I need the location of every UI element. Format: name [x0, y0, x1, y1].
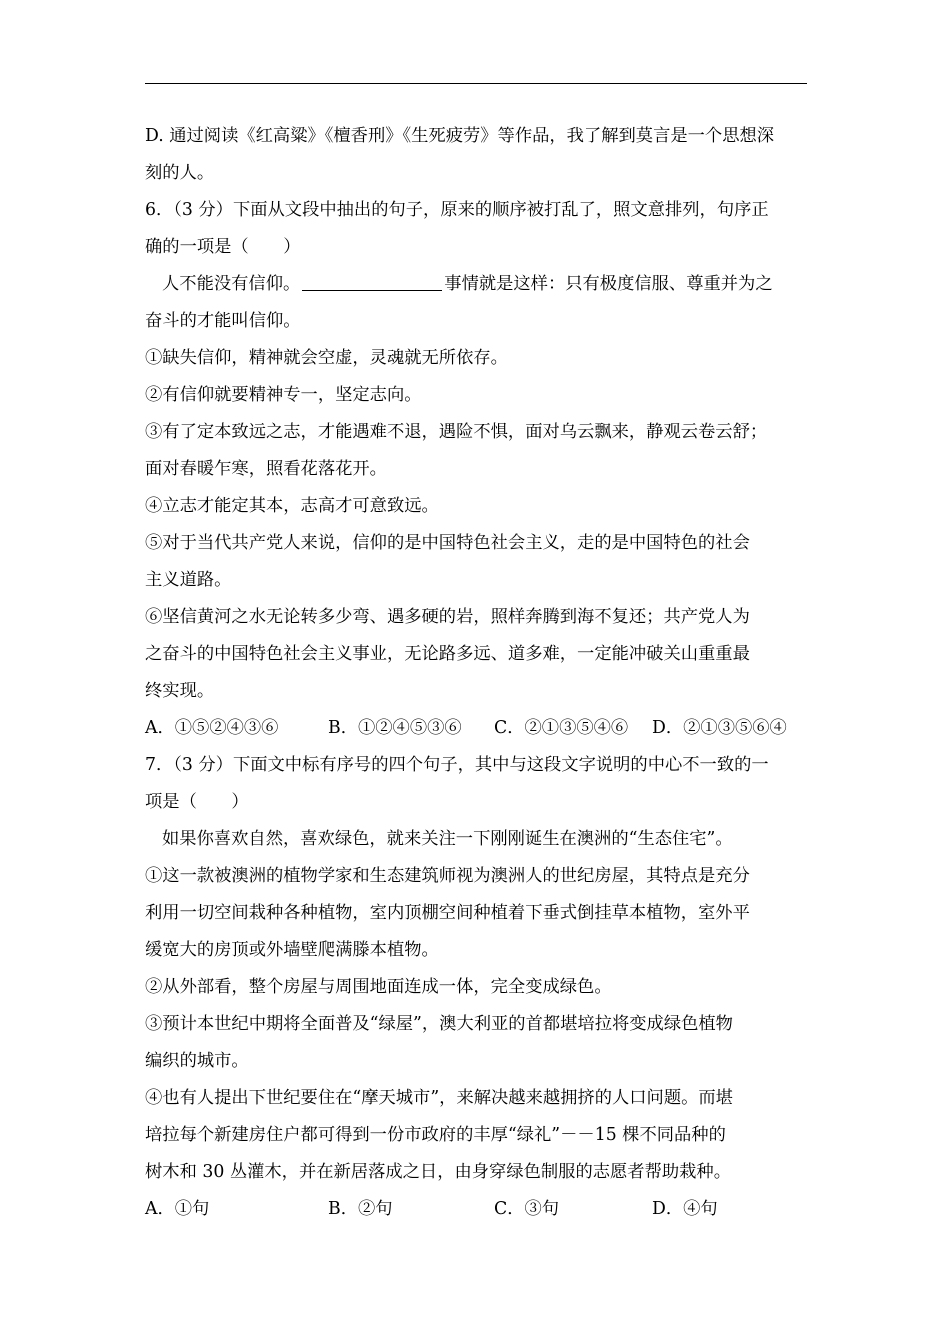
q5-option-d [145, 118, 810, 192]
q7-sentence-4: ④也有人提出下世纪要住在“摩天城市”，来解决越来越拥挤的人口问题。而堪 [145, 1088, 733, 1108]
q6-passage: 奋斗的才能叫信仰。 [145, 311, 301, 331]
q7-option-c[interactable]: C．③句 [494, 1199, 560, 1219]
q6-passage-after: 事情就是这样：只有极度信服、尊重并为之 [444, 274, 773, 294]
q7-sentence-4: 培拉每个新建房住户都可得到一份市政府的丰厚“绿礼”－－15 棵不同品种的 [145, 1125, 726, 1145]
q6-sentence-6: ⑥坚信黄河之水无论转多少弯、遇多硬的岩，照样奔腾到海不复还；共产党人为 [145, 607, 750, 627]
q7-option-b[interactable]: B．②句 [328, 1199, 393, 1219]
q6-stem: 6．（3 分）下面从文段中抽出的句子，原来的顺序被打乱了，照文意排列，句序正 [145, 200, 769, 220]
q7-sentence-1: ①这一款被澳洲的植物学家和生态建筑师视为澳洲人的世纪房屋，其特点是充分 [145, 866, 750, 886]
q6-passage [145, 266, 810, 303]
answer-blank [302, 272, 442, 291]
q6-sentence-5: 主义道路。 [145, 570, 232, 590]
q6-sentence-1: ①缺失信仰，精神就会空虚，灵魂就无所依存。 [145, 348, 508, 368]
q6-option-d[interactable]: D．②①③⑤⑥④ [652, 718, 787, 738]
q6-passage-before: 人不能没有信仰。 [162, 274, 301, 294]
q6-sentence-6: 终实现。 [145, 681, 215, 701]
header-rule [145, 83, 807, 84]
q6-sentence-3: ③有了定本致远之志，才能遇难不退，遇险不惧，面对乌云飘来，静观云卷云舒； [145, 422, 768, 442]
q7-option-a[interactable]: A．①句 [145, 1199, 210, 1219]
q6-sentence-2: ②有信仰就要精神专一，坚定志向。 [145, 385, 422, 405]
q6-sentence-6: 之奋斗的中国特色社会主义事业，无论路多远、道多难，一定能冲破关山重重最 [145, 644, 750, 664]
q7-sentence-1: 利用一切空间栽种各种植物，室内顶棚空间种植着下垂式倒挂草本植物，室外平 [145, 903, 750, 923]
q6-sentence-3: 面对春暖乍寒，照看花落花开。 [145, 459, 387, 479]
q7-sentence-4: 树木和 30 丛灌木，并在新居落成之日，由身穿绿色制服的志愿者帮助栽种。 [145, 1162, 731, 1182]
q5-option-d-line: D. 通过阅读《红高粱》《檀香刑》《生死疲劳》等作品，我了解到莫言是一个思想深 [145, 126, 775, 146]
q6-sentence-5: ⑤对于当代共产党人来说，信仰的是中国特色社会主义，走的是中国特色的社会 [145, 533, 750, 553]
q7-options [145, 1191, 810, 1228]
q6-option-a[interactable]: A．①⑤②④③⑥ [145, 718, 279, 738]
q7-intro: 如果你喜欢自然，喜欢绿色，就来关注一下刚刚诞生在澳洲的“生态住宅”。 [162, 829, 733, 849]
q6-sentence-4: ④立志才能定其本，志高才可意致远。 [145, 496, 439, 516]
q6-options [145, 710, 810, 747]
q6-option-c[interactable]: C．②①③⑤④⑥ [494, 718, 629, 738]
q6-option-b[interactable]: B．①②④⑤③⑥ [328, 718, 462, 738]
q7-sentence-1: 缓宽大的房顶或外墙壁爬满滕本植物。 [145, 940, 439, 960]
q7-sentence-3: ③预计本世纪中期将全面普及“绿屋”，澳大利亚的首都堪培拉将变成绿色植物 [145, 1014, 733, 1034]
q7-stem: 7．（3 分）下面文中标有序号的四个句子，其中与这段文字说明的中心不一致的一 [145, 755, 769, 775]
question-7 [145, 747, 810, 1228]
q5-option-d-line: 刻的人。 [145, 163, 215, 183]
q6-stem: 确的一项是（ ） [145, 237, 301, 257]
q7-option-d[interactable]: D．④句 [652, 1199, 718, 1219]
question-6 [145, 192, 810, 747]
q7-sentence-2: ②从外部看，整个房屋与周围地面连成一体，完全变成绿色。 [145, 977, 612, 997]
q7-sentence-3: 编织的城市。 [145, 1051, 249, 1071]
page-content [145, 118, 810, 1228]
q7-stem: 项是（ ） [145, 792, 249, 812]
